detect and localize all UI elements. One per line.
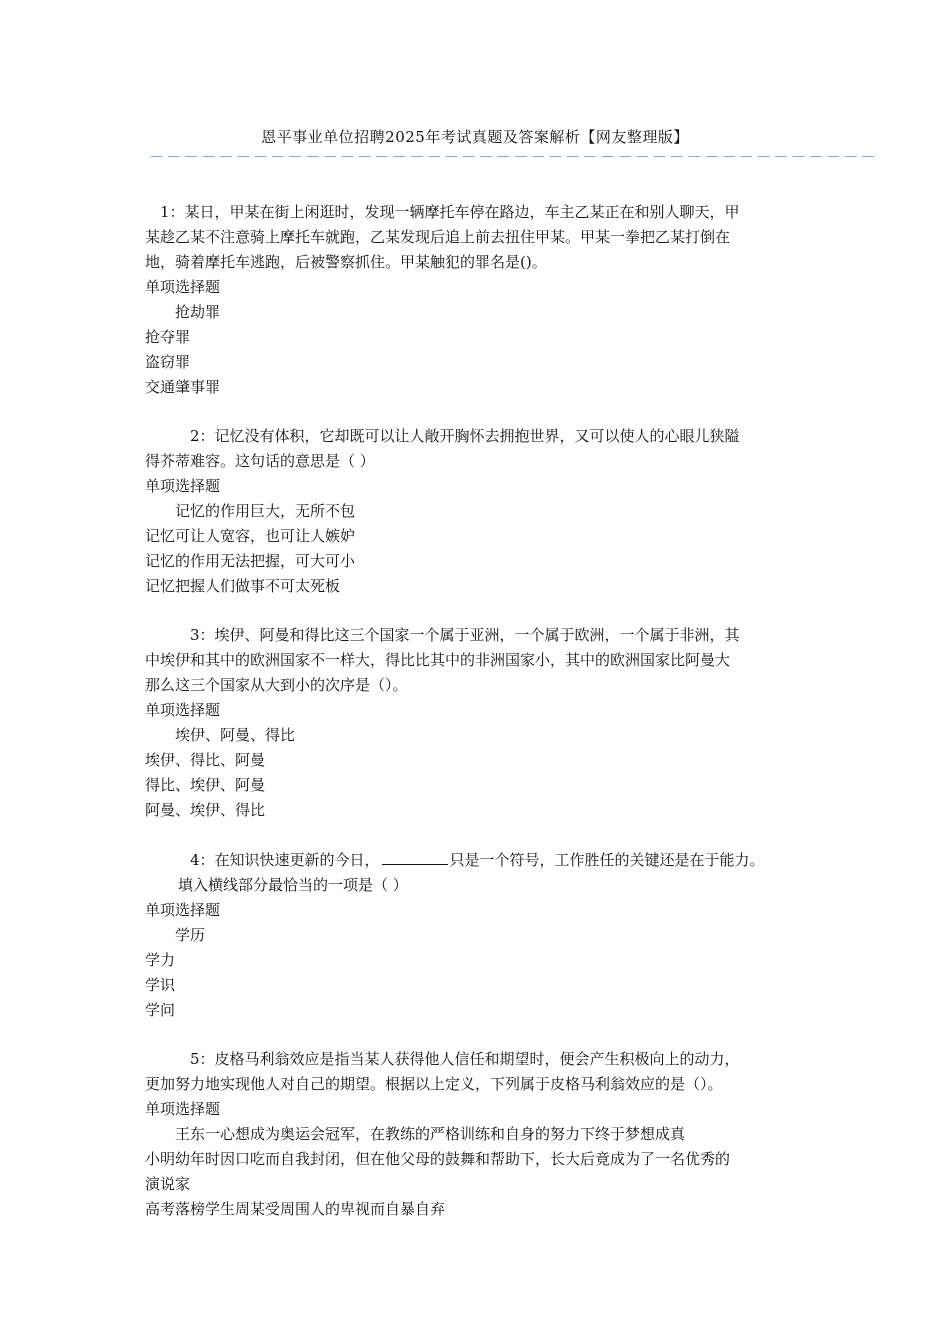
question-stem-line: 1：某日，甲某在街上闲逛时，发现一辆摩托车停在路边，车主乙某正在和别人聊天，甲 xyxy=(160,203,740,221)
question-4 xyxy=(145,848,825,1023)
option-b[interactable]: 学力 xyxy=(145,951,176,969)
option-a[interactable]: 王东一心想成为奥运会冠军，在教练的严格训练和自身的努力下终于梦想成真 xyxy=(175,1125,686,1143)
question-stem-line: 某趁乙某不注意骑上摩托车就跑，乙某发现后追上前去扭住甲某。甲某一拳把乙某打倒在 xyxy=(145,228,731,246)
question-5 xyxy=(145,1047,825,1222)
option-b[interactable]: 抢夺罪 xyxy=(145,328,191,346)
option-d[interactable]: 学问 xyxy=(145,1001,176,1019)
question-stem-line: 更加努力地实现他人对自己的期望。根据以上定义，下列属于皮格马利翁效应的是（）。 xyxy=(145,1075,723,1093)
option-a[interactable]: 抢劫罪 xyxy=(175,303,221,321)
question-stem-line xyxy=(145,848,825,873)
question-stem-line: 中埃伊和其中的欧洲国家不一样大，得比比其中的非洲国家小，其中的欧洲国家比阿曼大 xyxy=(145,651,731,669)
question-stem-line: 填入横线部分最恰当的一项是（ ） xyxy=(178,876,408,894)
question-3 xyxy=(145,623,825,823)
option-b[interactable]: 记忆可让人宽容，也可让人嫉妒 xyxy=(145,527,356,545)
option-c[interactable]: 盗窃罪 xyxy=(145,353,191,371)
option-a[interactable]: 埃伊、阿曼、得比 xyxy=(175,726,296,744)
document-title: 恩平事业单位招聘2025年考试真题及答案解析【网友整理版】 xyxy=(261,128,689,146)
question-stem-line: 3：埃伊、阿曼和得比这三个国家一个属于亚洲，一个属于欧洲，一个属于非洲，其 xyxy=(190,626,740,644)
question-stem-line: 5：皮格马利翁效应是指当某人获得他人信任和期望时，便会产生积极向上的动力， xyxy=(190,1050,740,1068)
question-2 xyxy=(145,424,825,599)
question-type: 单项选择题 xyxy=(145,477,221,495)
question-stem-part: 4：在知识快速更新的今日， xyxy=(190,851,380,869)
question-stem-line: 2：记忆没有体积，它却既可以让人敞开胸怀去拥抱世界，又可以使人的心眼儿狭隘 xyxy=(190,427,740,445)
question-1 xyxy=(145,200,825,400)
option-b[interactable]: 小明幼年时因口吃而自我封闭，但在他父母的鼓舞和帮助下，长大后竟成为了一名优秀的 xyxy=(145,1150,731,1168)
option-a[interactable]: 记忆的作用巨大，无所不包 xyxy=(175,502,356,520)
option-b-continued[interactable]: 演说家 xyxy=(145,1175,191,1193)
option-a[interactable]: 学历 xyxy=(175,926,206,944)
option-c[interactable]: 学识 xyxy=(145,976,176,994)
question-type: 单项选择题 xyxy=(145,278,221,296)
question-stem-part: 只是一个符号，工作胜任的关键还是在于能力。 xyxy=(449,851,765,869)
question-type: 单项选择题 xyxy=(145,701,221,719)
option-d[interactable]: 阿曼、埃伊、得比 xyxy=(145,801,266,819)
title-divider: —————————————————————————————————————————— xyxy=(150,149,879,164)
option-d[interactable]: 记忆把握人们做事不可太死板 xyxy=(145,577,341,595)
question-stem-line: 那么这三个国家从大到小的次序是（）。 xyxy=(145,676,408,694)
option-c[interactable]: 高考落榜学生周某受周围人的卑视而自暴自弃 xyxy=(145,1200,446,1218)
fill-blank xyxy=(382,850,448,865)
question-stem-line: 得芥蒂难容。这句话的意思是（ ） xyxy=(145,452,375,470)
option-d[interactable]: 交通肇事罪 xyxy=(145,378,221,396)
question-type: 单项选择题 xyxy=(145,1100,221,1118)
option-c[interactable]: 得比、埃伊、阿曼 xyxy=(145,776,266,794)
option-b[interactable]: 埃伊、得比、阿曼 xyxy=(145,751,266,769)
option-c[interactable]: 记忆的作用无法把握，可大可小 xyxy=(145,552,356,570)
question-stem-line: 地，骑着摩托车逃跑，后被警察抓住。甲某触犯的罪名是()。 xyxy=(145,253,547,271)
question-type: 单项选择题 xyxy=(145,901,221,919)
